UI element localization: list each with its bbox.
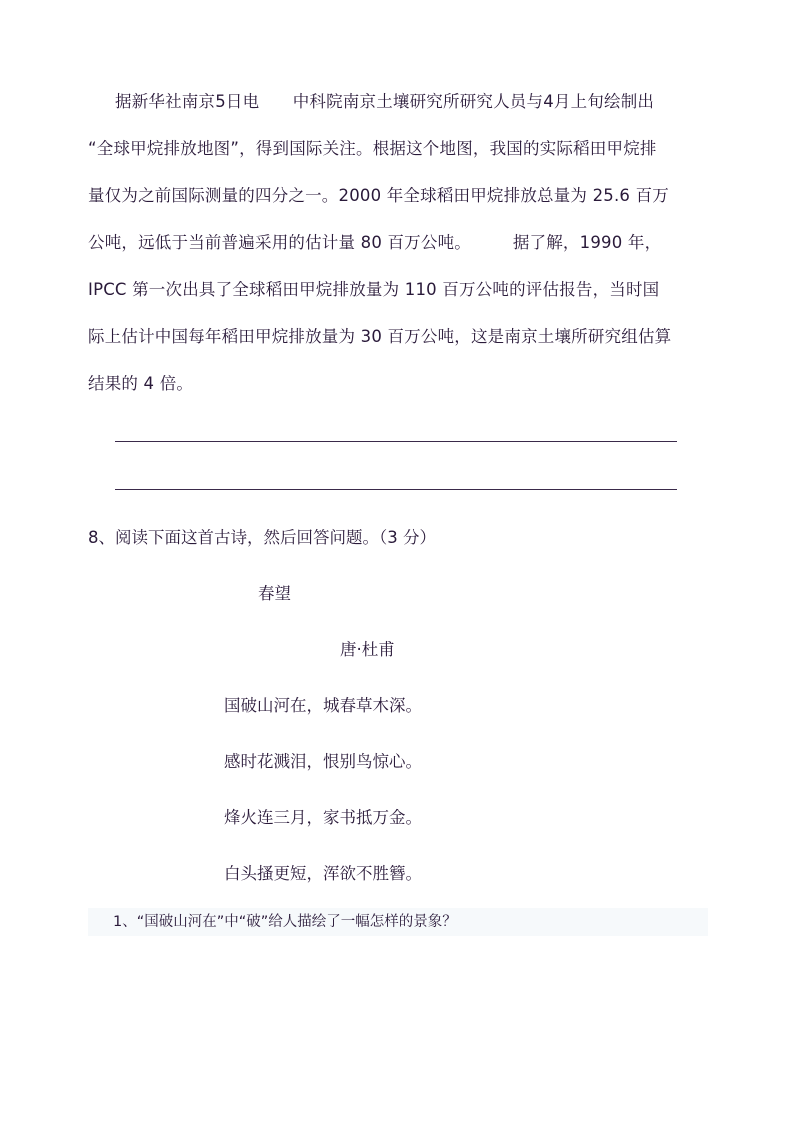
passage-line: 结果的 4 倍。 — [88, 374, 194, 393]
passage-line: “全球甲烷排放地图”，得到国际关注。根据这个地图，我国的实际稻田甲烷排 — [88, 139, 657, 158]
passage-line: 量仅为之前国际测量的四分之一。2000 年全球稻田甲烷排放总量为 25.6 百万 — [88, 186, 669, 205]
sub-question-1: 1、“国破山河在”中“破”给人描绘了一幅怎样的景象？ — [88, 908, 708, 936]
poem-title: 春望 — [258, 584, 291, 603]
passage-line: 公吨，远低于当前普遍采用的估计量 80 百万公吨。 据了解，1990 年， — [88, 233, 662, 252]
poem-line: 白头搔更短，浑欲不胜簪。 — [224, 864, 422, 883]
poem-author: 唐·杜甫 — [340, 640, 395, 659]
poem-line: 感时花溅泪，恨别鸟惊心。 — [224, 752, 422, 771]
passage-line: 据新华社南京5日电 中科院南京土壤研究所研究人员与4月上旬绘制出 — [115, 92, 655, 111]
passage-line: 际上估计中国每年稻田甲烷排放量为 30 百万公吨，这是南京土壤所研究组估算 — [88, 327, 672, 346]
news-passage — [88, 78, 710, 407]
answer-line — [115, 489, 677, 490]
question-8-label: 8、阅读下面这首古诗，然后回答问题。（3 分） — [88, 528, 436, 547]
poem-line: 国破山河在，城春草木深。 — [224, 696, 422, 715]
passage-line: IPCC 第一次出具了全球稻田甲烷排放量为 110 百万公吨的评估报告，当时国 — [88, 280, 660, 299]
answer-line — [115, 441, 677, 442]
poem-line: 烽火连三月，家书抵万金。 — [224, 808, 422, 827]
